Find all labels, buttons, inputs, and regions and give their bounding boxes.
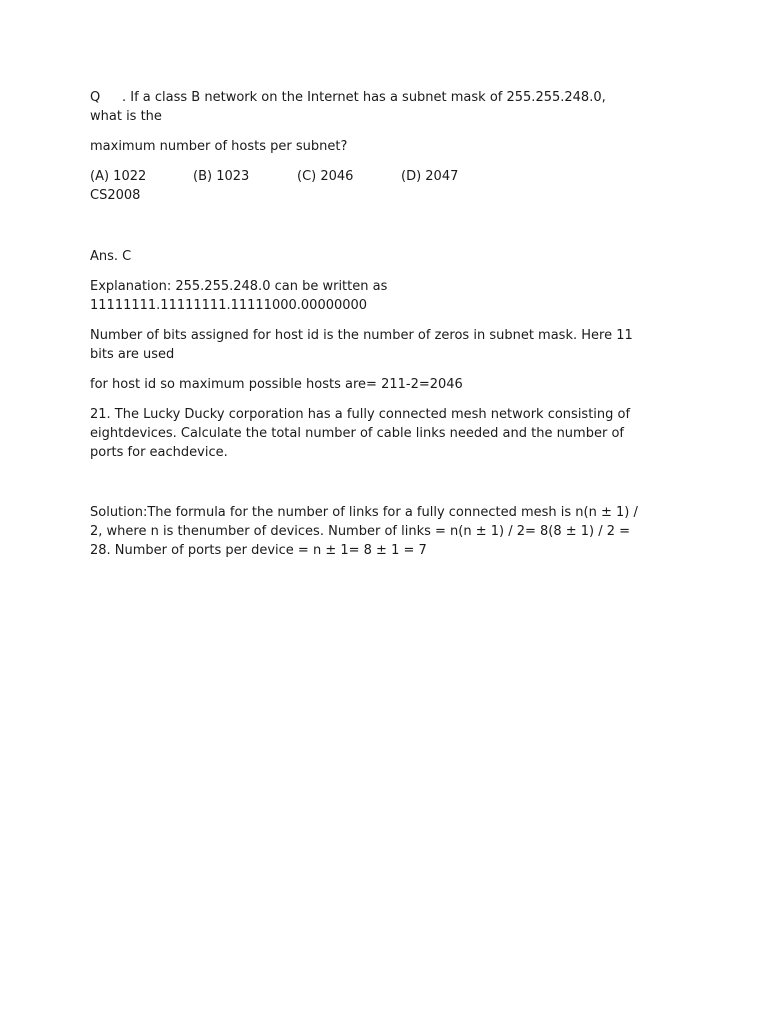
question-line-1: . If a class B network on the Internet has a subnet mask of 255.255.248.0, [122,90,606,105]
solution-line-2: 2, where n is thenumber of devices. Number of links = n(n ± 1) / 2= 8(8 ± 1) / 2 = [90,524,631,539]
solution-line-3: 28. Number of ports per device = n ± 1= 8 ± 1 = 7 [90,543,427,558]
question-label: Q [90,90,101,105]
document-page [90,88,680,560]
problem-21-line-1: 21. The Lucky Ducky corporation has a fully connected mesh network consisting of [90,407,631,422]
bits-line-2: bits are used [90,347,175,362]
solution-line-1: Solution:The formula for the number of links for a fully connected mesh is n(n ± 1) / [90,505,638,520]
problem-21-line-3: ports for eachdevice. [90,445,228,460]
explanation-line-2: 11111111.11111111.11111000.00000000 [90,298,368,313]
option-a: (A) 1022 [90,169,147,184]
answer-block [90,247,680,394]
problem-21-line-2: eightdevices. Calculate the total number of cable links needed and the number of [90,426,624,441]
option-c: (C) 2046 [297,169,354,184]
bits-line-1: Number of bits assigned for host id is the number of zeros in subnet mask. Here 11 [90,328,633,343]
answer-text: Ans. C [90,249,132,264]
solution-block [90,503,680,560]
question-text-line [90,88,680,107]
question-line-3: maximum number of hosts per subnet? [90,139,348,154]
answer-options [90,167,680,186]
question-line-2: what is the [90,109,162,124]
problem-21-block [90,405,680,462]
question-block [90,88,680,205]
question-source: CS2008 [90,188,141,203]
option-d: (D) 2047 [401,169,459,184]
hosts-line: for host id so maximum possible hosts are= 211-2=2046 [90,377,463,392]
option-b: (B) 1023 [193,169,250,184]
explanation-line-1: Explanation: 255.255.248.0 can be written as [90,279,388,294]
